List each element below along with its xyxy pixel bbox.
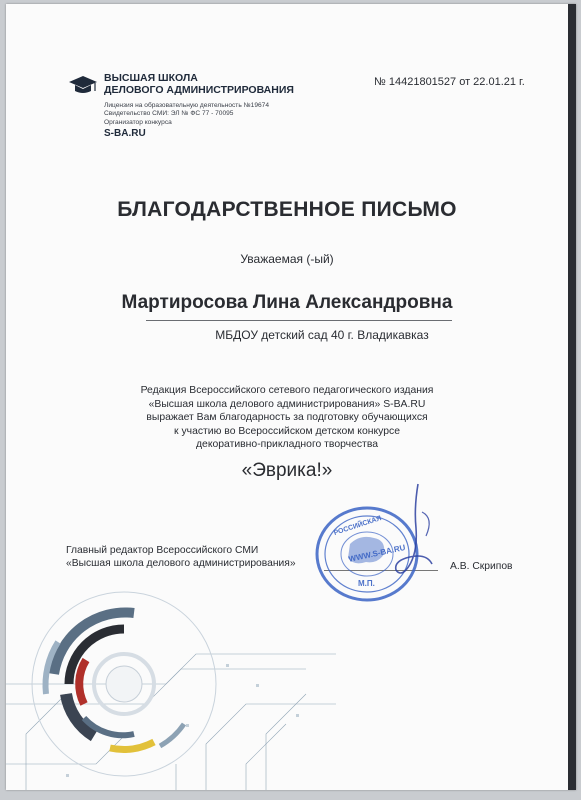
organization-details (104, 102, 269, 127)
editor-caption (66, 544, 296, 571)
gratitude-line: выражает Вам благодарность за подготовку обучающихся (146, 412, 428, 424)
recipient-underline (146, 320, 452, 321)
gratitude-line: Редакция Всероссийского сетевого педагогического издания (140, 385, 434, 396)
signer-name: А.В. Скрипов (450, 561, 513, 572)
media-certificate-text: Свидетельство СМИ: ЭЛ № ФС 77 - 70095 (104, 110, 234, 118)
certificate-sheet (6, 4, 576, 790)
editor-line: Главный редактор Всероссийского СМИ (66, 545, 259, 556)
organization-name (104, 72, 294, 96)
handwritten-signature (356, 478, 466, 588)
gratitude-line: «Высшая школа делового администрирования» S-BA.RU (148, 398, 426, 410)
document-number: № 14421801527 от 22.01.21 г. (374, 76, 525, 88)
organization-site: S-BA.RU (104, 128, 146, 139)
organization-name-line2: ДЕЛОВОГО АДМИНИСТРИРОВАНИЯ (104, 84, 294, 96)
gratitude-line: декоративно-прикладного творчества (195, 439, 378, 451)
organizer-text: Организатор конкурса (104, 118, 172, 126)
svg-text:РОССИЙСКАЯ: РОССИЙСКАЯ (333, 515, 383, 537)
organization-name-line1: ВЫСШАЯ ШКОЛА (104, 72, 198, 84)
gratitude-line: к участию во Всероссийском детском конкурсе (174, 425, 400, 437)
editor-line: «Высшая школа делового администрирования» (66, 558, 296, 570)
recipient-institution: МБДОУ детский сад 40 г. Владикавказ (215, 328, 429, 342)
svg-text:WWW.S-BA.RU: WWW.S-BA.RU (347, 543, 407, 564)
svg-text:М.П.: М.П. (358, 579, 375, 588)
gratitude-text (6, 384, 568, 452)
contest-name: «Эврика!» (241, 460, 333, 481)
graduation-cap-icon (68, 74, 98, 96)
decorative-tech-art (6, 564, 336, 790)
license-text: Лицензия на образовательную деятельность №19674 (104, 102, 269, 109)
greeting: Уважаемая (-ый) (240, 252, 334, 266)
document-title: БЛАГОДАРСТВЕННОЕ ПИСЬМО (117, 198, 457, 221)
recipient-name: Мартиросова Лина Александровна (121, 292, 453, 313)
